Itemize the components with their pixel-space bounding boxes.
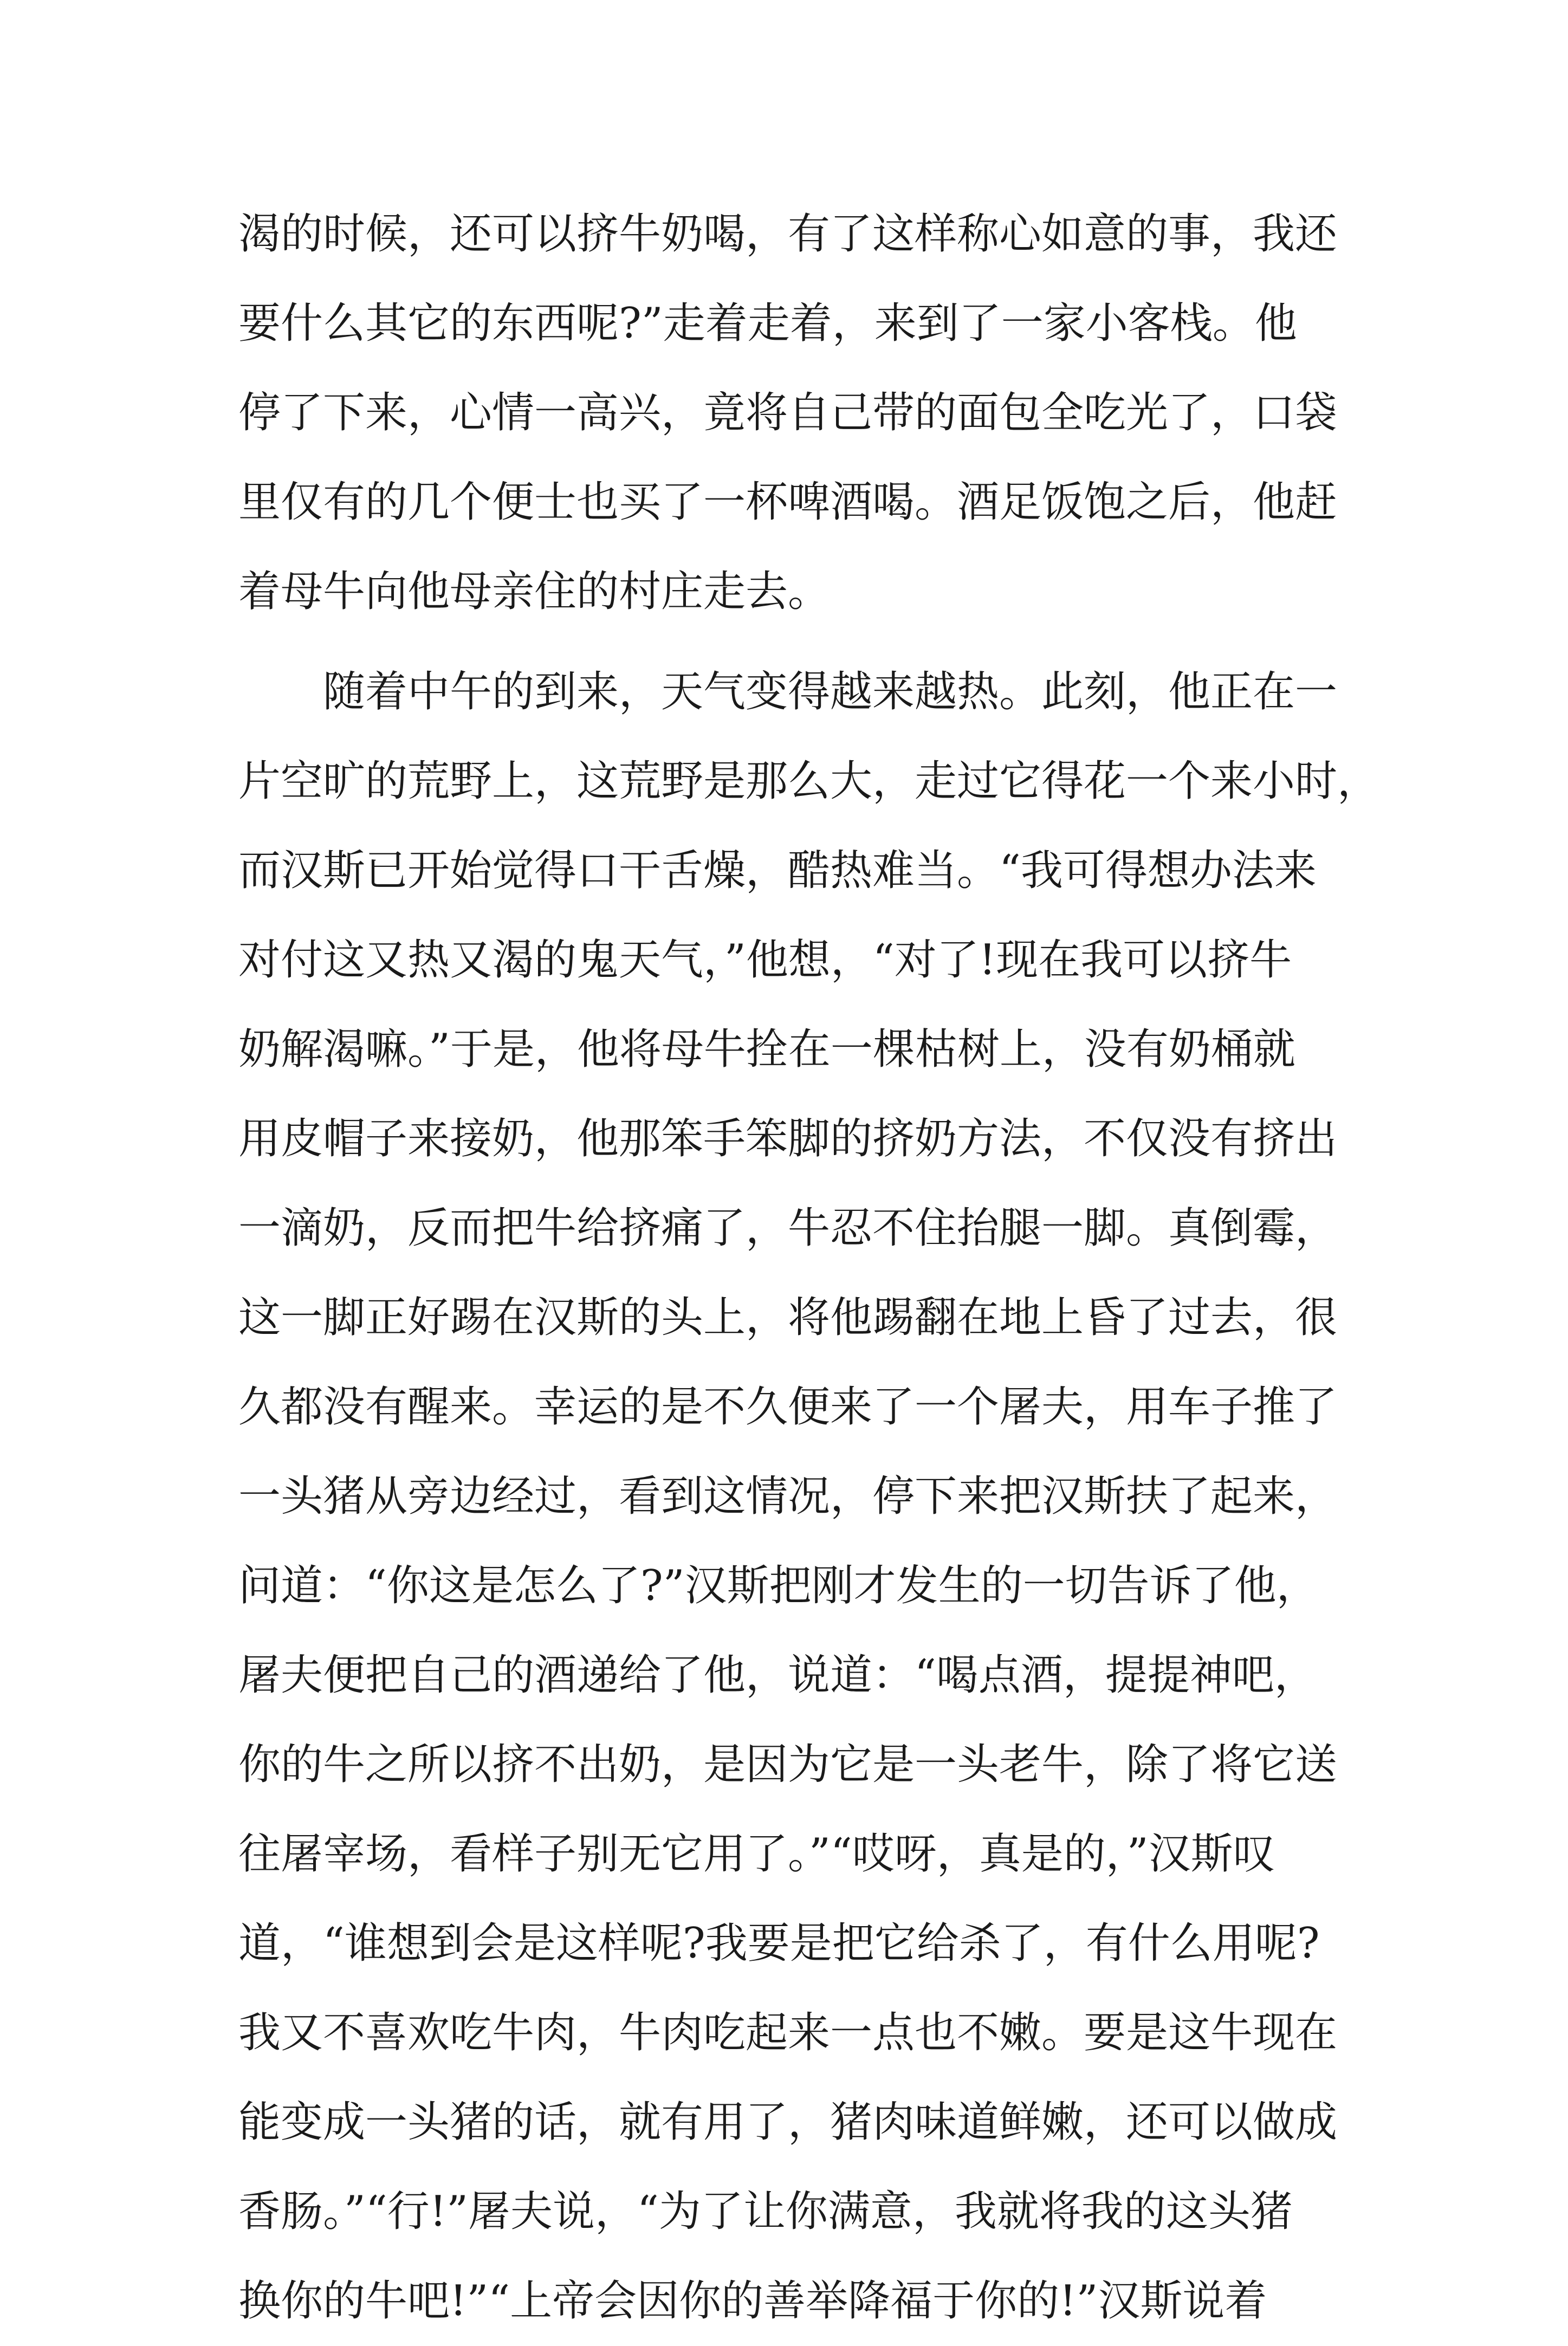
text-line: 而汉斯已开始觉得口干舌燥，酷热难当。“我可得想办法来 (238, 846, 1317, 895)
paragraph-gap (238, 637, 1344, 647)
text-line: 停了下来，心情一高兴，竟将自己带的面包全吃光了，口袋 (238, 388, 1338, 437)
text-line: 片空旷的荒野上，这荒野是那么大，走过它得花一个来小时， (238, 757, 1380, 806)
text-line: 用皮帽子来接奶，他那笨手笨脚的挤奶方法，不仅没有挤出 (238, 1114, 1338, 1163)
text-line: 道，“谁想到会是这样呢?我要是把它给杀了，有什么用呢? (238, 1919, 1320, 1968)
paragraph-2 (238, 647, 1380, 2346)
text-line: 能变成一头猪的话，就有用了，猪肉味道鲜嫩，还可以做成 (238, 2098, 1338, 2147)
text-line: 换你的牛吧!”“上帝会因你的善举降福于你的!”汉斯说着 (238, 2277, 1267, 2325)
text-line: 随着中午的到来，天气变得越来越热。此刻，他正在一 (238, 667, 1338, 716)
text-line: 久都没有醒来。幸运的是不久便来了一个屠夫，用车子推了 (238, 1383, 1338, 1431)
text-line: 着母牛向他母亲住的村庄走去。 (238, 567, 831, 616)
text-line: 香肠。”“行!”屠夫说，“为了让你满意，我就将我的这头猪 (238, 2187, 1293, 2236)
text-line: 一头猪从旁边经过，看到这情况，停下来把汉斯扶了起来， (238, 1472, 1338, 1521)
text-line: 一滴奶，反而把牛给挤痛了，牛忍不住抬腿一脚。真倒霉， (238, 1204, 1338, 1253)
text-line: 里仅有的几个便士也买了一杯啤酒喝。酒足饭饱之后，他赶 (238, 478, 1338, 527)
text-line: 你的牛之所以挤不出奶，是因为它是一头老牛，除了将它送 (238, 1740, 1338, 1789)
paragraph-1 (238, 190, 1344, 637)
text-line: 渴的时候，还可以挤牛奶喝，有了这样称心如意的事，我还 (238, 210, 1338, 258)
text-line: 往屠宰场，看样子别无它用了。”“哎呀，真是的，”汉斯叹 (238, 1830, 1275, 1878)
text-line: 问道：“你这是怎么了?”汉斯把刚才发生的一切告诉了他， (238, 1561, 1319, 1610)
text-line: 屠夫便把自己的酒递给了他，说道：“喝点酒，提提神吧， (238, 1651, 1317, 1700)
text-line: 这一脚正好踢在汉斯的头上，将他踢翻在地上昏了过去，很 (238, 1293, 1338, 1342)
body-text (238, 190, 1380, 2346)
text-line: 对付这又热又渴的鬼天气，”他想，“对了!现在我可以挤牛 (238, 936, 1292, 984)
text-line: 奶解渴嘛。”于是，他将母牛拴在一棵枯树上，没有奶桶就 (238, 1025, 1295, 1074)
text-line: 我又不喜欢吃牛肉，牛肉吃起来一点也不嫩。要是这牛现在 (238, 2008, 1338, 2057)
text-line: 要什么其它的东西呢?”走着走着，来到了一家小客栈。他 (238, 299, 1297, 348)
